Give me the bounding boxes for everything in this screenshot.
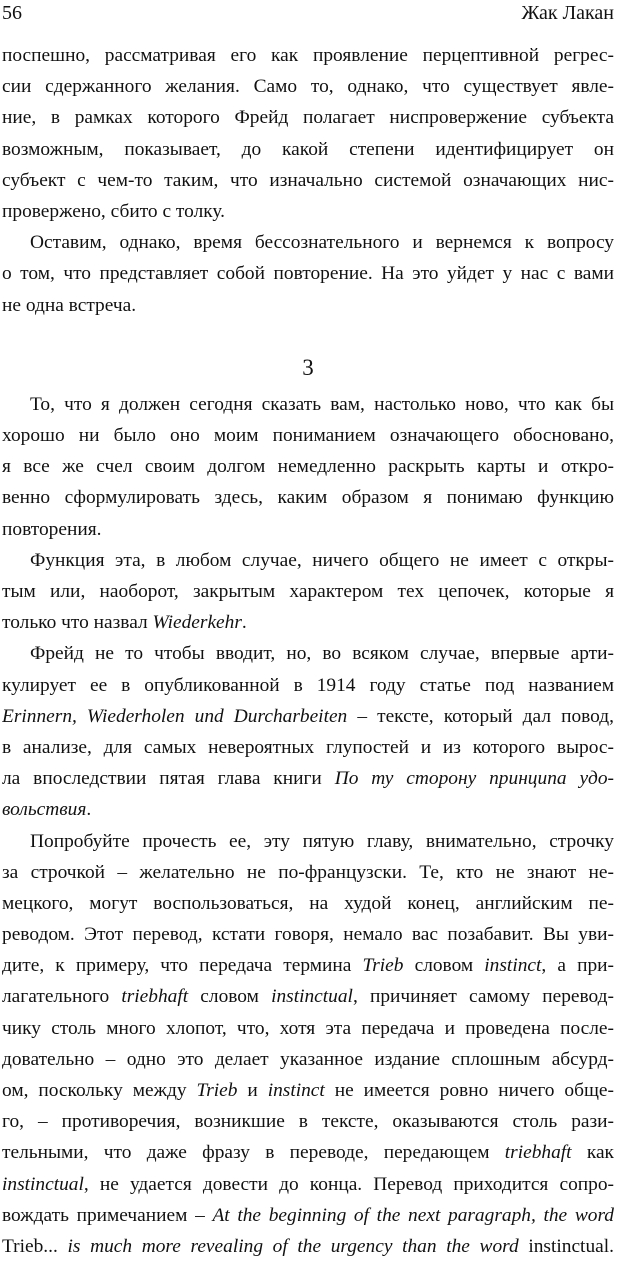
text-line: о том, что представляет собой повторение. На это уйдет у нас с вами xyxy=(2,258,614,289)
text-line xyxy=(2,950,614,981)
text-run: , не удается довести до конца. Перевод приходится сопро- xyxy=(84,1174,614,1195)
text-line: Функция эта, в любом случае, ничего общего не имеет с откры- xyxy=(2,545,614,576)
page-number: 56 xyxy=(2,2,22,25)
text-line: повторения. xyxy=(2,514,614,545)
text-line: венно сформулировать здесь, каким образом я понимаю функцию xyxy=(2,482,614,513)
text-run: , а при- xyxy=(541,955,614,976)
italic-term: Trieb xyxy=(196,1080,237,1101)
text-line: провержено, сбито с толку. xyxy=(2,196,614,227)
text-line: Оставим, однако, время бессознательного и вернемся к вопросу xyxy=(2,227,614,258)
paragraph-1 xyxy=(2,40,614,227)
text-line xyxy=(2,981,614,1012)
text-run: лагательного xyxy=(2,986,121,1007)
text-line: в анализе, для самых невероятных глупостей и из которого вырос- xyxy=(2,732,614,763)
text-run: ом, поскольку между xyxy=(2,1080,196,1101)
text-line xyxy=(2,763,614,794)
italic-term: Wiederkehr xyxy=(153,612,242,633)
text-line: поспешно, рассматривая его как проявление перцептивной регрес- xyxy=(2,40,614,71)
text-line: То, что я должен сегодня сказать вам, настолько ново, что как бы xyxy=(2,389,614,420)
italic-title: вольствия xyxy=(2,799,86,820)
text-line: мецкого, могут воспользоваться, на худой конец, английским пе- xyxy=(2,888,614,919)
italic-term: instinctual xyxy=(271,986,353,1007)
text-run: Trieb... xyxy=(2,1236,68,1257)
text-line: чику столь много хлопот, что, хотя эта передача и проведена после- xyxy=(2,1013,614,1044)
text-run: только что назвал xyxy=(2,612,153,633)
text-line: ние, в рамках которого Фрейд полагает ниспровержение субъекта xyxy=(2,102,614,133)
italic-term: triebhaft xyxy=(505,1142,572,1163)
text-run: – тексте, который дал повод, xyxy=(347,706,614,727)
text-line: реводом. Этот перевод, кстати говоря, немало вас позабавит. Вы уви- xyxy=(2,919,614,950)
paragraph-4 xyxy=(2,545,614,639)
text-line: довательно – одно это делает указанное издание сплошным абсурд- xyxy=(2,1044,614,1075)
text-run: instinctual. xyxy=(519,1236,614,1257)
text-line xyxy=(2,1137,614,1168)
paragraph-6 xyxy=(2,826,614,1262)
text-line xyxy=(2,1200,614,1231)
text-run: . xyxy=(86,799,91,820)
text-run: словом xyxy=(188,986,271,1007)
italic-title: Erinnern, Wiederholen und Durcharbeiten xyxy=(2,706,347,727)
text-line: за строчкой – желательно не по-французски. Те, кто не знают не- xyxy=(2,857,614,888)
text-line xyxy=(2,1231,614,1262)
text-line xyxy=(2,1169,614,1200)
section-number: 3 xyxy=(2,352,614,383)
text-line: тым или, наоборот, закрытым характером тех цепочек, которые я xyxy=(2,576,614,607)
text-line: возможным, показывает, до какой степени идентифицирует он xyxy=(2,134,614,165)
text-run: не имеется ровно ничего обще- xyxy=(325,1080,614,1101)
text-run: . xyxy=(242,612,247,633)
italic-title: По ту сторону принципа удо- xyxy=(335,768,614,789)
text-line: кулирует ее в опубликованной в 1914 году статье под названием xyxy=(2,670,614,701)
text-line: Попробуйте прочесть ее, эту пятую главу, внимательно, строчку xyxy=(2,826,614,857)
text-run: тельными, что даже фразу в переводе, передающем xyxy=(2,1142,505,1163)
italic-term: instinct xyxy=(484,955,541,976)
text-run: и xyxy=(237,1080,267,1101)
text-run: ла впоследствии пятая глава книги xyxy=(2,768,335,789)
paragraph-5 xyxy=(2,638,614,825)
page-header xyxy=(2,2,614,32)
text-line: я все же счел своим долгом немедленно раскрыть карты и откро- xyxy=(2,451,614,482)
text-line: го, – противоречия, возникшие в тексте, оказываются столь рази- xyxy=(2,1106,614,1137)
text-line: хорошо ни было оно моим пониманием означающего обосновано, xyxy=(2,420,614,451)
text-run: вождать примечанием – xyxy=(2,1205,212,1226)
page-body xyxy=(2,40,614,1262)
italic-quote: At the beginning of the next paragraph, the word xyxy=(212,1205,614,1226)
running-title: Жак Лакан xyxy=(522,2,614,25)
text-line xyxy=(2,607,614,638)
text-run: , причиняет самому перевод- xyxy=(353,986,614,1007)
text-run: дите, к примеру, что передача термина xyxy=(2,955,363,976)
italic-term: triebhaft xyxy=(121,986,188,1007)
paragraph-2 xyxy=(2,227,614,321)
text-line: Фрейд не то чтобы вводит, но, во всяком случае, впервые арти- xyxy=(2,638,614,669)
text-line xyxy=(2,794,614,825)
paragraph-3 xyxy=(2,389,614,545)
text-run: как xyxy=(572,1142,614,1163)
italic-term: Trieb xyxy=(363,955,404,976)
text-line xyxy=(2,701,614,732)
text-line: субъект с чем-то таким, что изначально системой означающих нис- xyxy=(2,165,614,196)
text-line: не одна встреча. xyxy=(2,290,614,321)
text-run: словом xyxy=(403,955,484,976)
text-line xyxy=(2,1075,614,1106)
italic-term: instinctual xyxy=(2,1174,84,1195)
italic-term: instinct xyxy=(268,1080,325,1101)
italic-quote: is much more revealing of the urgency than the word xyxy=(68,1236,519,1257)
text-line: сии сдержанного желания. Само то, однако, что существует явле- xyxy=(2,71,614,102)
